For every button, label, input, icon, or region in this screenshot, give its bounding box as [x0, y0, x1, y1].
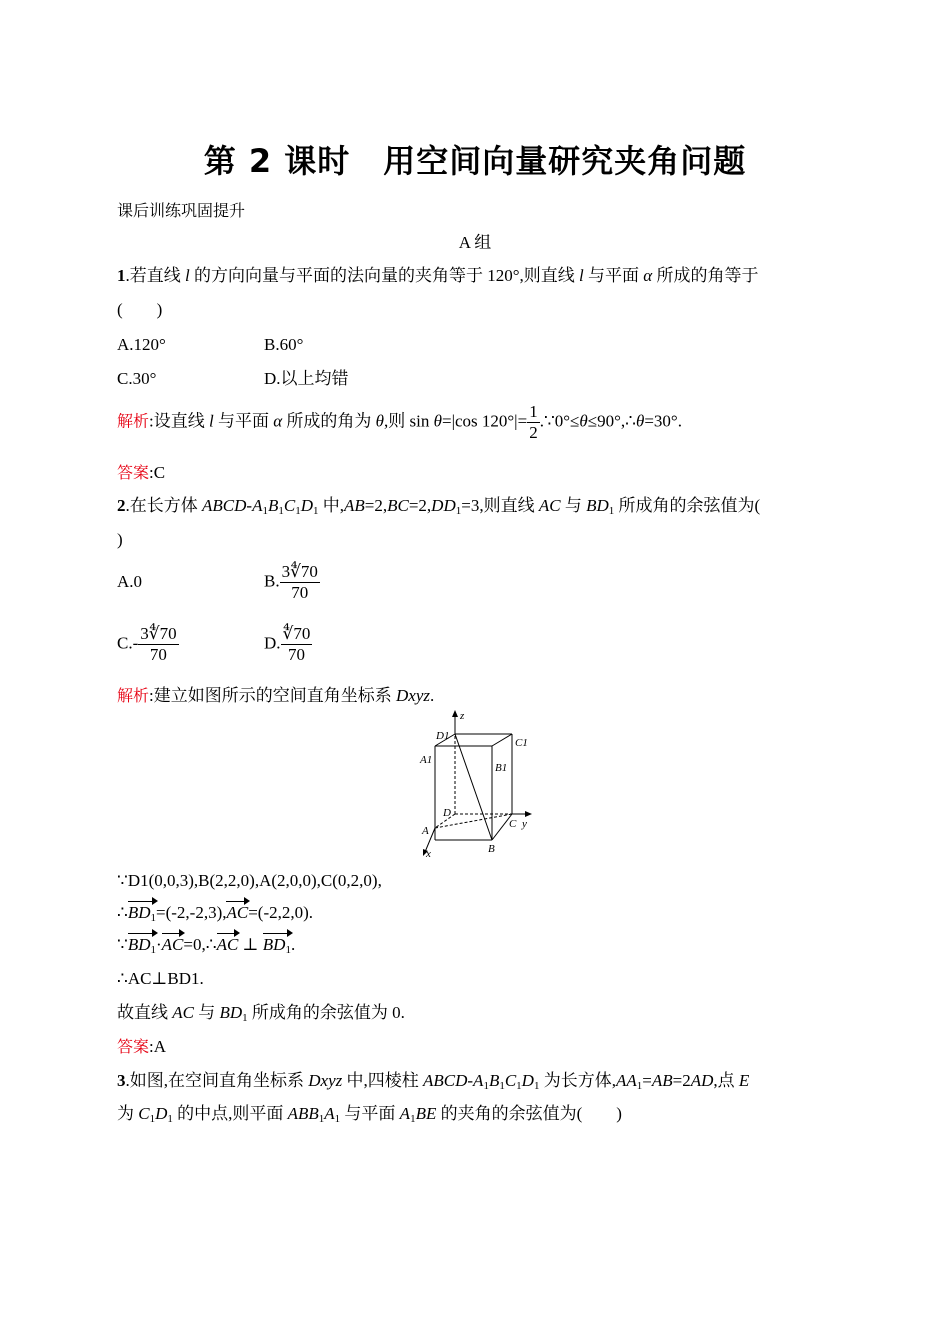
cuboid-coordinate-figure — [410, 706, 540, 858]
svg-text:D1: D1 — [436, 730, 450, 742]
fraction-one-half: $\frac{1}{2}$ — [529, 402, 538, 442]
svg-text:B: B — [488, 843, 495, 855]
group-heading: A 组 — [458, 233, 492, 252]
question-2-stem: 2.在长方体 ABCD-$A_1B_1C_1D_1$ 中$,AB=2,BC=2,DD_1=3$,则直线 AC 与 $BD_1$ 所成角的余弦值为( — [117, 496, 761, 517]
svg-text:C: C — [509, 818, 517, 830]
q2-step-2: $\therefore BD_1=(-2,-2,3),AC=(-2,2,0)$. — [117, 903, 314, 924]
section-heading: 课后训练巩固提升 — [117, 201, 246, 220]
q1-option-b: B.60° — [264, 335, 304, 354]
question-2-paren: ) — [117, 530, 123, 549]
svg-text:C1: C1 — [515, 737, 528, 749]
q2-step-5: 故直线 AC 与 $BD_1$ 所成角的余弦值为 0. — [117, 1003, 405, 1024]
page-title: 第 2 课时 用空间向量研究夹角问题 — [203, 142, 747, 180]
question-1-paren: ( ) — [117, 300, 163, 319]
q2-step-4: ∴AC⊥BD1. — [117, 969, 204, 988]
q1-option-d: D.以上均错 — [264, 369, 349, 388]
q2-option-c: C.- $\frac{3∜70}{70}$ — [117, 624, 177, 664]
svg-text:y: y — [522, 818, 527, 830]
analysis-label: 解析 — [117, 411, 150, 431]
svg-text:A: A — [422, 825, 429, 837]
question-3-stem-line2: 为 $C_1D_1$ 的中点,则平面 $ABB_1A_1$ 与平面 $A_1BE$ 的夹角的余弦值为( ) — [117, 1104, 622, 1125]
q2-step-1: ∵D1(0,0,3),B(2,2,0),A(2,0,0),C(0,2,0), — [117, 871, 382, 890]
svg-text:x: x — [426, 848, 431, 858]
q2-option-a: A.0 — [117, 572, 143, 591]
svg-text:A1: A1 — [420, 754, 433, 766]
q1-option-c: C.30° — [117, 369, 157, 388]
svg-text:D: D — [443, 807, 451, 819]
q2-step-3: $\because BD_1\cdot AC=0,\therefore AC$ ⊥ $BD_1$. — [117, 935, 296, 956]
q1-answer: 答案:C — [117, 463, 166, 482]
q1-option-a: A.120° — [117, 335, 166, 354]
q1-analysis: 解析:设直线 l 与平面 α 所成的角为 θ,则 sin θ=|cos 120°|= $\frac{1}{2}$ .∵0°≤θ≤90°,∴θ=30°. — [117, 402, 682, 442]
q2-option-d: D. $\frac{∜70}{70}$ — [264, 624, 311, 664]
svg-text:z: z — [460, 710, 465, 722]
question-3-stem-line1: 3.如图,在空间直角坐标系 Dxyz 中,四棱柱 ABCD-$A_1B_1C_1D_1$ 为长方体$,AA_1=AB=2AD$,点 E — [117, 1071, 750, 1092]
q2-analysis: 解析:建立如图所示的空间直角坐标系 Dxyz. — [117, 686, 435, 705]
svg-text:B1: B1 — [495, 762, 508, 774]
q2-answer: 答案:A — [117, 1037, 167, 1056]
q2-option-b: B. $\frac{3∜70}{70}$ — [264, 562, 318, 602]
question-1-stem: 1.若直线 l 的方向向量与平面的法向量的夹角等于 120°,则直线 l 与平面 α 所成的角等于 — [117, 266, 759, 285]
